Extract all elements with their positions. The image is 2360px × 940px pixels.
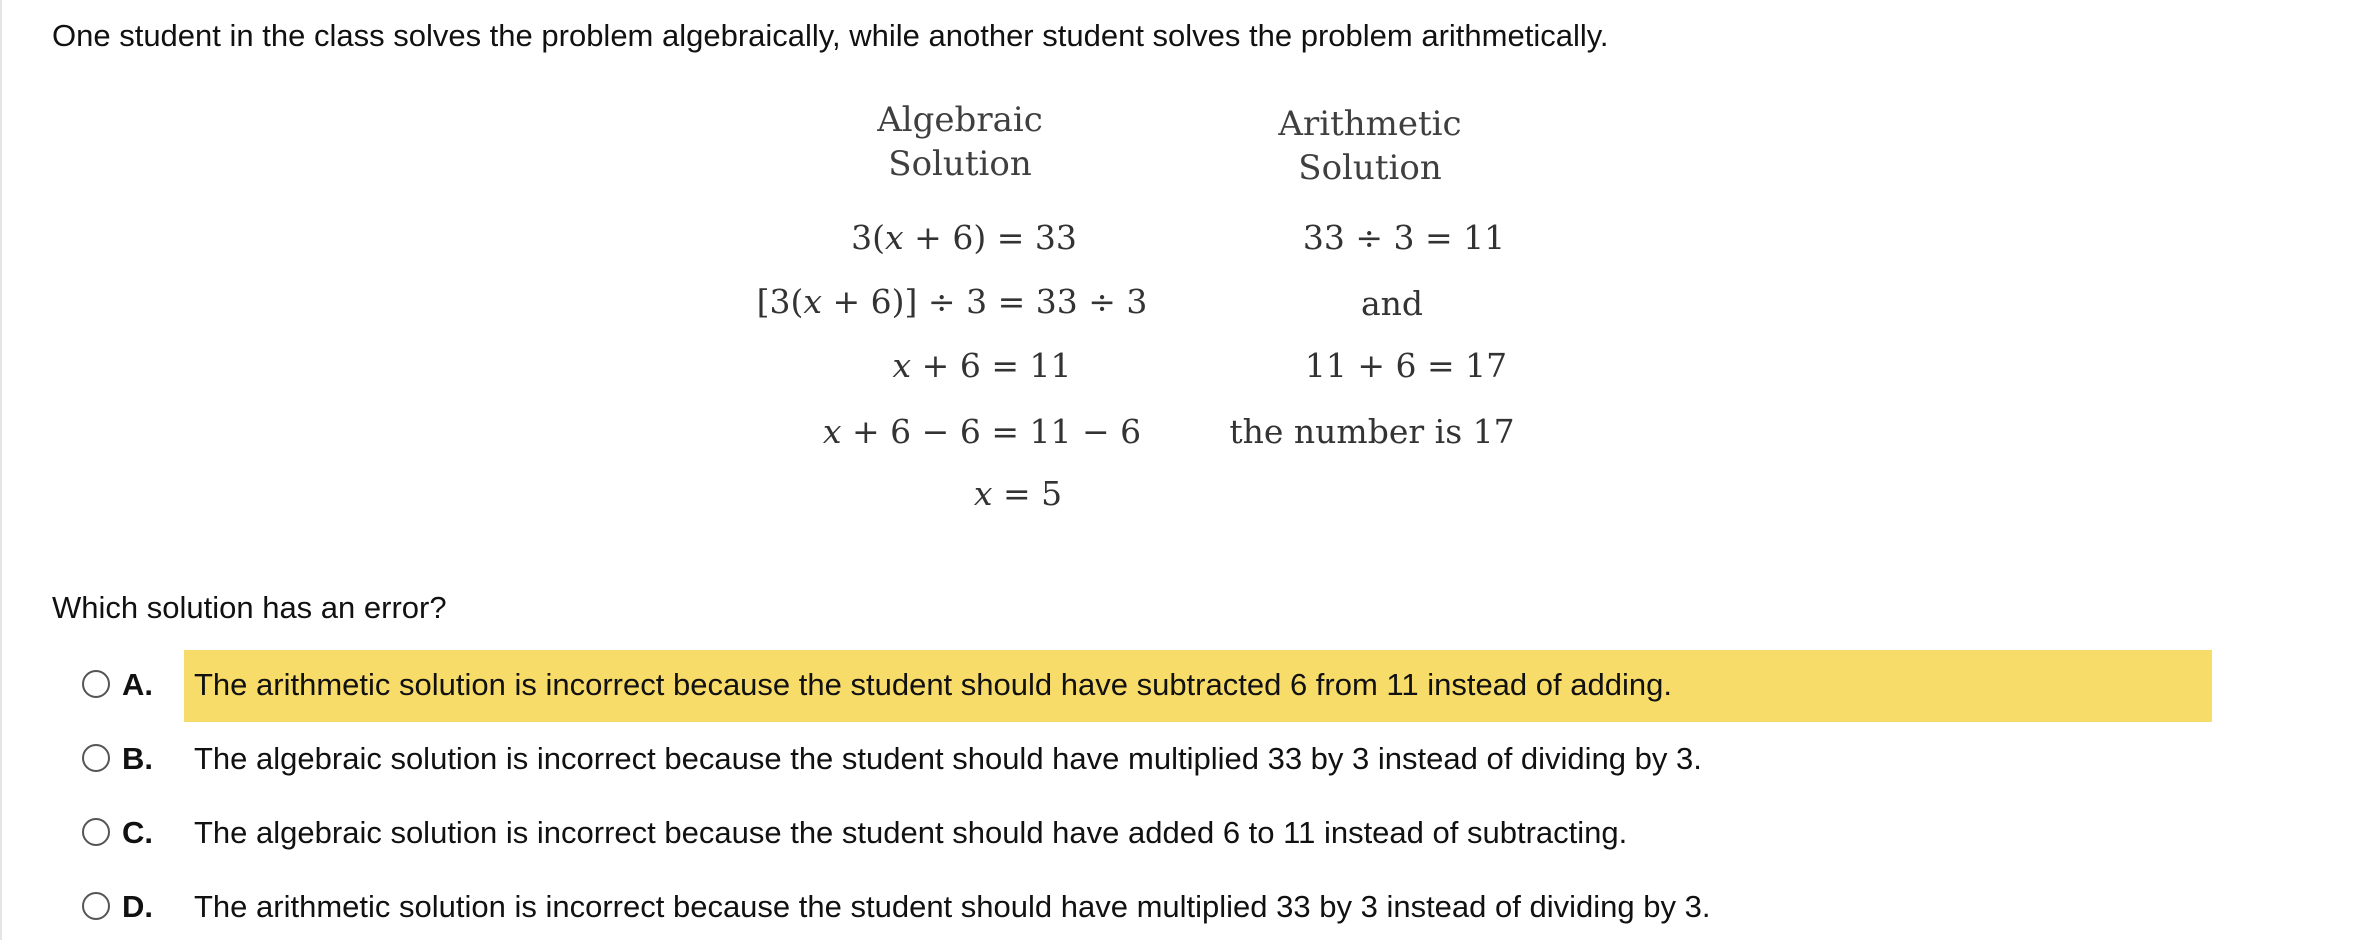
answer-option-d[interactable] <box>52 872 2212 940</box>
arithmetic-step-4: the number is 17 <box>1229 412 1515 451</box>
problem-intro: One student in the class solves the problem algebraically, while another student solves the problem arithmetically. <box>52 18 1609 53</box>
option-letter-c: C. <box>122 815 153 850</box>
option-text-d: The arithmetic solution is incorrect because the student should have multiplied 33 by 3 instead of dividing by 3. <box>194 889 1711 924</box>
arithmetic-step-2: and <box>1360 284 1424 323</box>
algebraic-header-line2: Solution <box>888 144 1032 184</box>
algebraic-step-4: x + 6 − 6 = 11 − 6 <box>822 412 1142 451</box>
option-text-box-d[interactable] <box>184 872 2212 940</box>
algebraic-step-2: [3(x + 6)] ÷ 3 = 33 ÷ 3 <box>756 282 1148 321</box>
option-letter-b: B. <box>122 741 153 776</box>
algebraic-header-line1: Algebraic <box>877 100 1043 140</box>
answer-option-a[interactable] <box>52 650 2212 720</box>
radio-a[interactable] <box>82 670 110 698</box>
radio-d[interactable] <box>82 892 110 920</box>
algebraic-header <box>820 98 1100 186</box>
algebraic-step-5: x = 5 <box>973 474 1063 513</box>
radio-b[interactable] <box>82 744 110 772</box>
option-text-b: The algebraic solution is incorrect because the student should have multiplied 33 by 3 instead of dividing by 3. <box>194 741 1702 776</box>
option-text-c: The algebraic solution is incorrect because the student should have added 6 to 11 instead of subtracting. <box>194 815 1628 850</box>
answer-option-b[interactable] <box>52 724 2212 794</box>
option-text-box-c[interactable] <box>184 798 2212 870</box>
option-text-box-b[interactable] <box>184 724 2212 796</box>
option-text-a: The arithmetic solution is incorrect because the student should have subtracted 6 from 11 instead of adding. <box>194 667 1672 702</box>
answer-option-c[interactable] <box>52 798 2212 868</box>
option-text-box-a[interactable] <box>184 650 2212 722</box>
option-letter-d: D. <box>122 889 153 924</box>
radio-c[interactable] <box>82 818 110 846</box>
arithmetic-header-line1: Arithmetic <box>1278 104 1462 144</box>
question-text: Which solution has an error? <box>52 590 447 625</box>
algebraic-step-1: 3(x + 6) = 33 <box>851 218 1077 257</box>
algebraic-step-3: x + 6 = 11 <box>892 346 1072 385</box>
arithmetic-header-line2: Solution <box>1298 148 1442 188</box>
arithmetic-step-3: 11 + 6 = 17 <box>1304 346 1508 385</box>
arithmetic-step-1: 33 ÷ 3 = 11 <box>1302 218 1506 257</box>
option-letter-a: A. <box>122 667 153 702</box>
arithmetic-header <box>1230 102 1510 190</box>
left-border <box>0 0 2 940</box>
